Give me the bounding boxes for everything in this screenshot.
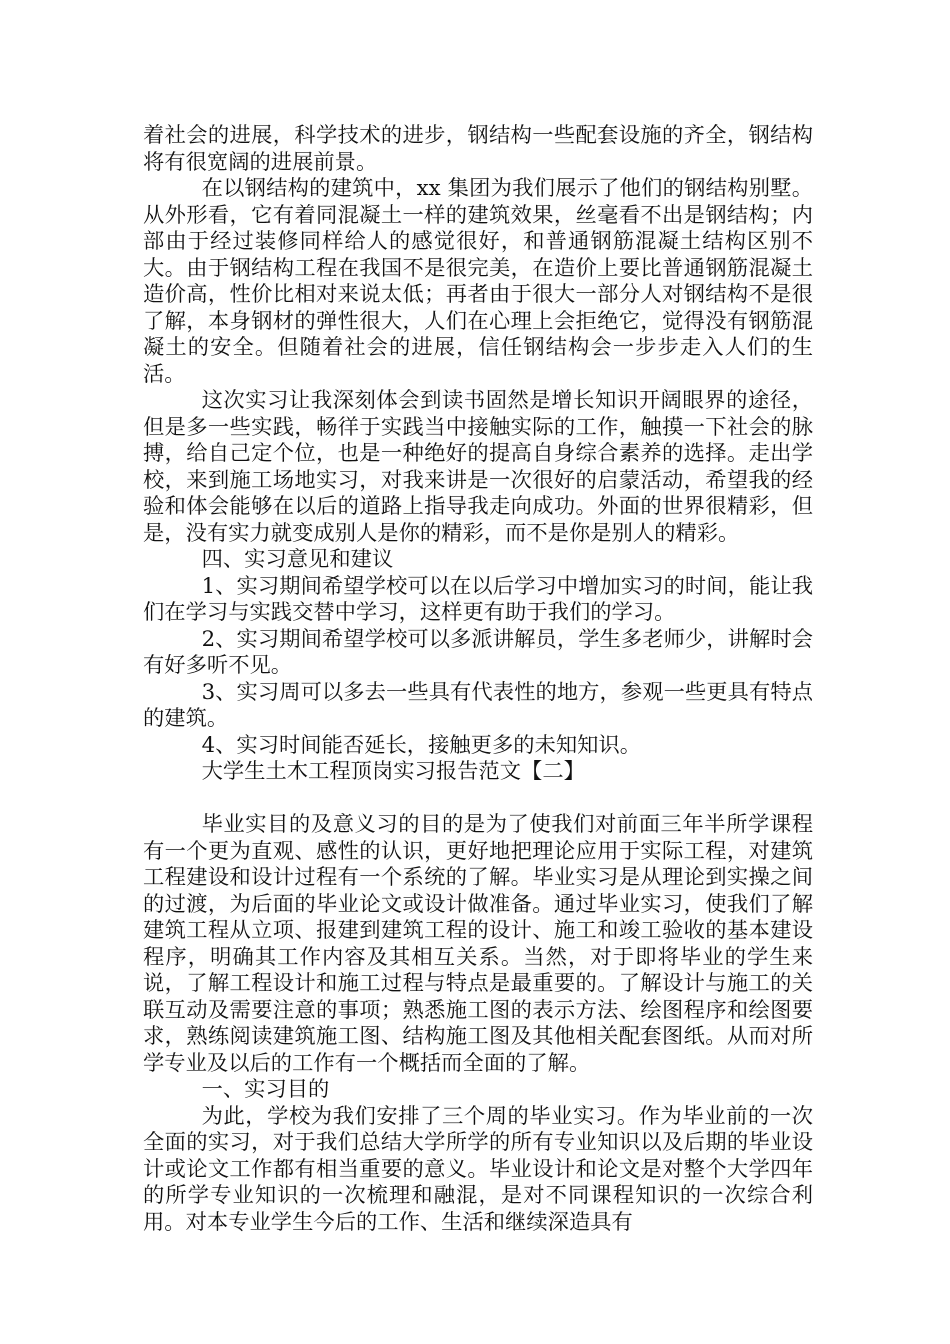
document-page	[143, 123, 813, 1236]
list-item: 1、实习期间希望学校可以在以后学习中增加实习的时间，能让我们在学习与实践交替中学习，这样更有助于我们的学习。	[143, 573, 813, 625]
paragraph: 在以钢结构的建筑中，xx 集团为我们展示了他们的钢结构别墅。从外形看，它有着同混凝土一样的建筑效果，丝毫看不出是钢结构；内部由于经过装修同样给人的感觉很好，和普通钢筋混凝土结构区别不大。由于钢结构工程在我国不是很完美，在造价上要比普通钢筋混凝土造价高，性价比相对来说太低；再者由于很大一部分人对钢结构不是很了解，本身钢材的弹性很大，人们在心理上会拒绝它，觉得没有钢筋混凝土的安全。但随着社会的进展，信任钢结构会一步步走入人们的生活。	[143, 176, 813, 387]
section-heading: 一、实习目的	[201, 1077, 330, 1102]
list-item: 4、实习时间能否延长，接触更多的未知知识。	[201, 732, 642, 758]
paragraph: 为此，学校为我们安排了三个周的毕业实习。作为毕业前的一次全面的实习，对于我们总结大学所学的所有专业知识以及后期的毕业设计或论文工作都有相当重要的意义。毕业设计和论文是对整个大学四年的所学专业知识的一次梳理和融混，是对不同课程知识的一次综合利用。对本专业学生今后的工作、生活和继续深造具有	[143, 1103, 813, 1235]
blank-line	[143, 786, 813, 813]
paragraph: 着社会的进展，科学技术的进步，钢结构一些配套设施的齐全，钢结构将有很宽阔的进展前景。	[143, 123, 813, 175]
paragraph: 毕业实目的及意义习的目的是为了使我们对前面三年半所学课程有一个更为直观、感性的认识，更好地把理论应用于实际工程，对建筑工程建设和设计过程有一个系统的了解。毕业实习是从理论到实操之间的过渡，为后面的毕业论文或设计做准备。通过毕业实习，使我们了解建筑工程从立项、报建到建筑工程的设计、施工和竣工验收的基本建设程序，明确其工作内容及其相互关系。当然，对于即将毕业的学生来说，了解工程设计和施工过程与特点是最重要的。了解设计与施工的关联互动及需要注意的事项；熟悉施工图的表示方法、绘图程序和绘图要求，熟练阅读建筑施工图、结构施工图及其他相关配套图纸。从而对所学专业及以后的工作有一个概括而全面的了解。	[143, 812, 813, 1076]
list-item: 3、实习周可以多去一些具有代表性的地方，参观一些更具有特点的建筑。	[143, 679, 813, 731]
list-item: 2、实习期间希望学校可以多派讲解员，学生多老师少，讲解时会有好多听不见。	[143, 626, 813, 678]
document-subtitle: 大学生土木工程顶岗实习报告范文【二】	[201, 759, 585, 784]
paragraph: 这次实习让我深刻体会到读书固然是增长知识开阔眼界的途径，但是多一些实践，畅徉于实践当中接触实际的工作，触摸一下社会的脉搏，给自己定个位，也是一种绝好的提高自身综合素养的选择。走出学校，来到施工场地实习，对我来讲是一次很好的启蒙活动，希望我的经验和体会能够在以后的道路上指导我走向成功。外面的世界很精彩，但是，没有实力就变成别人是你的精彩，而不是你是别人的精彩。	[143, 388, 813, 546]
section-heading: 四、实习意见和建议	[201, 547, 394, 572]
